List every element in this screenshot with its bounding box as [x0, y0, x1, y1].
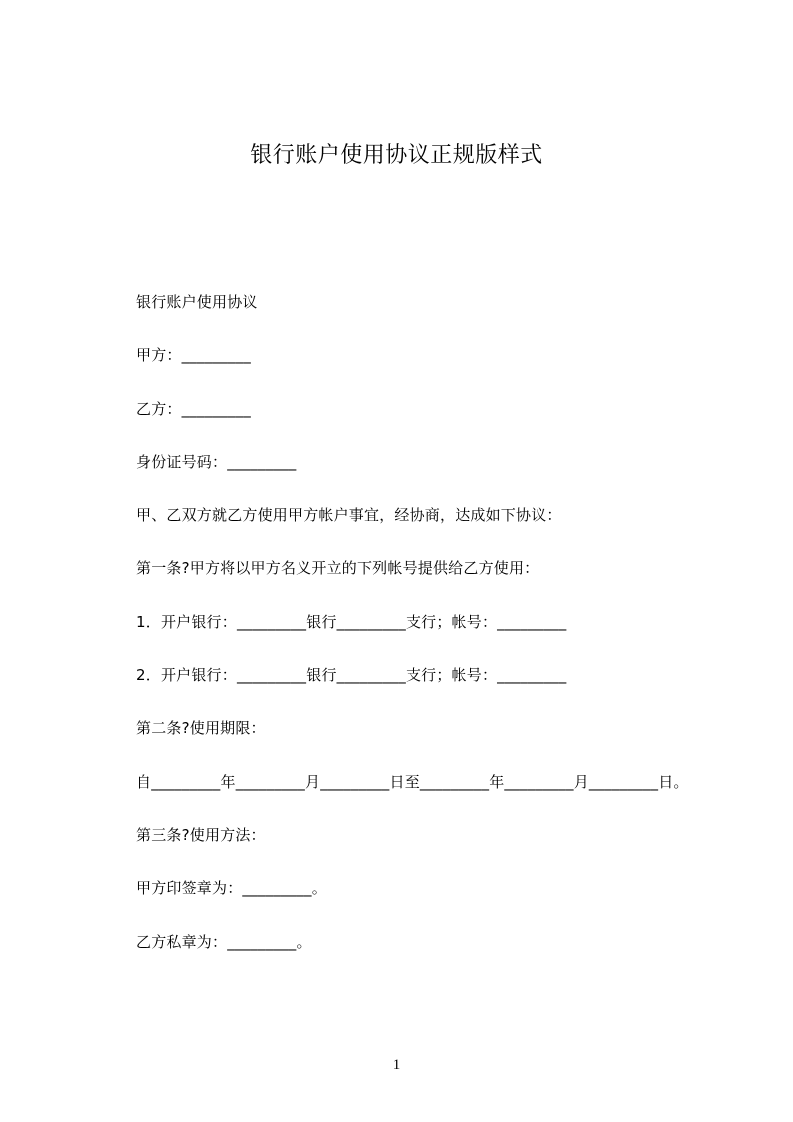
agreement-heading: 银行账户使用协议	[136, 293, 258, 311]
account-1-line: 1．开户银行：_________银行_________支行；帐号：_________	[136, 613, 567, 631]
preamble-line: 甲、乙双方就乙方使用甲方帐户事宜，经协商，达成如下协议：	[136, 506, 562, 524]
account-2-line: 2．开户银行：_________银行_________支行；帐号：_________	[136, 666, 567, 684]
article-3-line: 第三条?使用方法：	[136, 826, 266, 844]
party-a-seal-line: 甲方印签章为：_________。	[136, 879, 327, 897]
party-b-line: 乙方：_________	[136, 400, 251, 418]
party-a-line: 甲方：_________	[136, 346, 251, 364]
id-number-line: 身份证号码：_________	[136, 453, 297, 471]
document-title: 银行账户使用协议正规版样式	[250, 143, 543, 168]
page-number: 1	[392, 1057, 401, 1073]
article-1-line: 第一条?甲方将以甲方名义开立的下列帐号提供给乙方使用：	[136, 559, 540, 577]
period-line: 自_________年_________月_________日至_________年_________月_________日。	[136, 773, 689, 791]
party-b-seal-line: 乙方私章为：_________。	[136, 933, 312, 951]
article-2-line: 第二条?使用期限：	[136, 719, 266, 737]
